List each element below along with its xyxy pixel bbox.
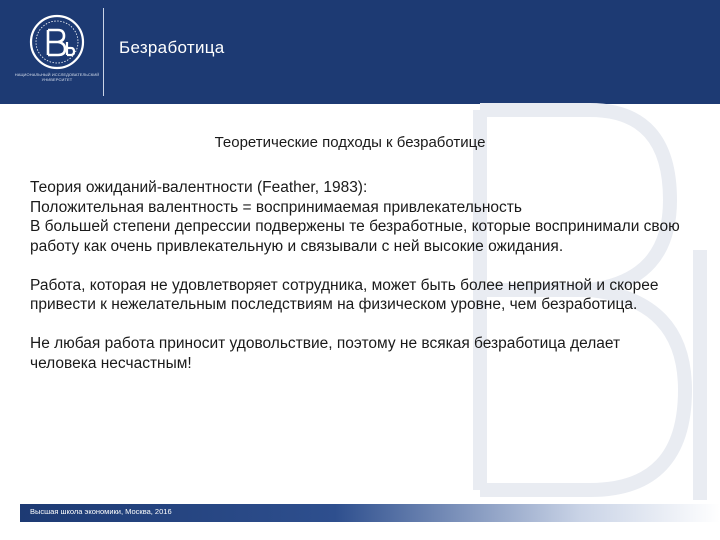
footer (0, 504, 720, 540)
logo (12, 12, 102, 92)
body-text (30, 178, 690, 373)
hse-emblem-icon (12, 12, 102, 72)
slide-content (0, 104, 720, 504)
header-divider (103, 8, 104, 96)
logo-caption: НАЦИОНАЛЬНЫЙ ИССЛЕДОВАТЕЛЬСКИЙ УНИВЕРСИТЕТ (14, 72, 100, 82)
paragraph-work: Работа, которая не удовлетворяет сотрудника, может быть более неприятной и скорее привести к нежелательным последствиям на физическом уровне, чем безработица. (30, 276, 659, 313)
paragraph-conclusion: Не любая работа приносит удовольствие, поэтому не всякая безработица делает человека несчастным! (30, 335, 621, 372)
paragraph-depression: В большей степени депрессии подвержены те безработные, которые воспринимали свою работу как очень привлекательную и связывали с ней высокие ожидания. (30, 218, 680, 255)
paragraph-theory: Теория ожиданий-валентности (Feather, 1983): (30, 179, 368, 196)
page-title: Безработица (119, 38, 225, 57)
header-bar (0, 0, 720, 104)
footer-text: Высшая школа экономики, Москва, 2016 (30, 507, 172, 516)
slide-heading: Теоретические подходы к безработице (214, 134, 486, 151)
paragraph-valence: Положительная валентность = воспринимаемая привлекательность (30, 198, 522, 216)
